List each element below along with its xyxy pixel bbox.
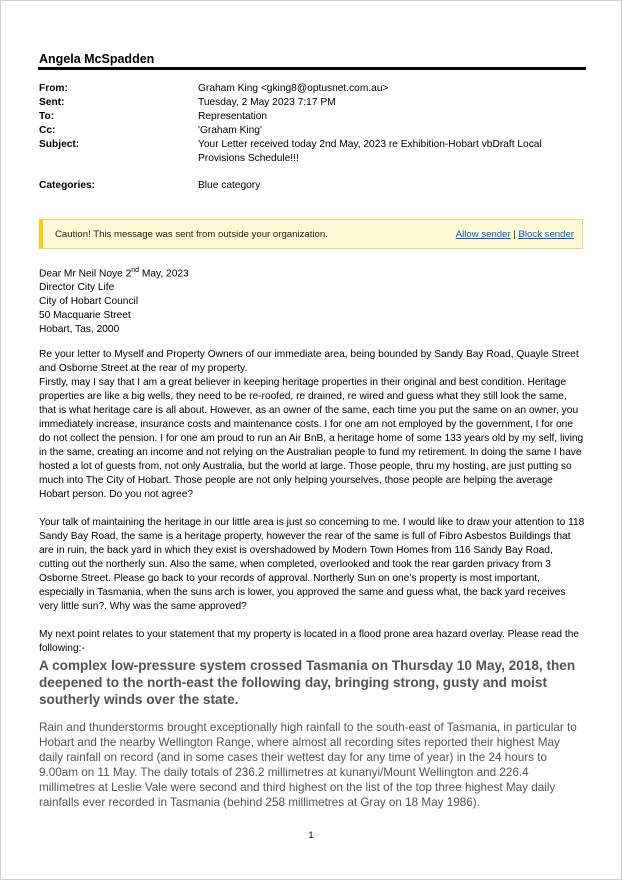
paragraph-heritage: Firstly, may I say that I am a great believer in keeping heritage properties in their original and best condition. Heritage properties are like a big wells, they need to be re-roofed, re drained, re wired and guess what they still look the same, that is what heritage care is all about. However, as an owner of the same, each time you put the same on an owner, you immediately increase, insurance costs and maintenance costs. I for one am not employed by the government, I for one do not collect the pension. I for one am proud to run an Air BnB, a heritage home of some 133 years old by my self, living in the same, creating an income and not relying on the Australian people to fund my retirement. In doing the same I have hosted a lot of guests from, not only Australia, but the world at large. Those people, thru my hosting, are just putting so much into The City of Hobart. Those people are not only helping yourselves, those people are helping the average Hobart person. Do you not agree?: [39, 377, 584, 500]
from-value: Graham King <gking8@optusnet.com.au>: [198, 83, 389, 94]
to-value: Representation: [198, 111, 268, 122]
page-number: 1: [308, 830, 314, 840]
address-line: Hobart, Tas, 2000: [39, 324, 120, 336]
address-line: City of Hobart Council: [39, 296, 139, 308]
recipient-address: [39, 264, 189, 337]
address-line: Director City Life: [39, 282, 115, 294]
quoted-body: Rain and thunderstorms brought exceptionally high rainfall to the south-east of Tasmania, in particular to Hobart and the nearby Wellington Range, where almost all recording sites reported their highest May daily rainfall on record (and in some cases their wettest day for any time of year) in the 24 hours to 9.00am on 11 May. The daily totals of 236.2 millimetres at kunanyi/Mount Wellington and 226.4 millimetres at Leslie Vale were second and third highest on the list of the top three highest May daily rainfalls ever recorded in Tasmania (behind 258 millimetres at Gray on 18 May 1986).: [39, 721, 577, 809]
subject-value: Your Letter received today 2nd May, 2023 re Exhibition-Hobart vbDraft Local Provisions Schedule!!!: [198, 139, 542, 164]
external-sender-banner: [39, 219, 583, 249]
paragraph-intro: Re your letter to Myself and Property Owners of our immediate area, being bounded by Sandy Bay Road, Quayle Street and Osborne Street at the rear of my property.: [39, 349, 579, 374]
sender-actions: [456, 229, 574, 240]
paragraph-sandy-bay: Your talk of maintaining the heritage in our little area is just so concerning to me. I would like to draw your attention to 118 Sandy Bay Road, the same is a heritage property, however the rear of the same is full of Fibro Asbestos Buildings that are in ruin, the back yard in which they exist is overshadowed by Modern Town Homes from 116 Sandy Bay Road, cutting out the northerly sun. Also the same, when completed, overlooked and took the rear garden privacy from 3 Osborne Street. Please go back to your records of approval. Northerly Sun on one’s property is most important, especially in Tasmania, when the suns arch is lower, you approved the same and guess what, the back yard receives very little sun?. Why was the same approved?: [39, 517, 585, 612]
sender-name: Angela McSpadden: [39, 52, 155, 66]
sent-label: Sent:: [39, 97, 65, 108]
caution-text: Caution! This message was sent from outside your organization.: [55, 229, 328, 240]
allow-sender-link[interactable]: Allow sender: [455, 229, 511, 240]
from-label: From:: [39, 83, 68, 94]
address-line: 50 Macquarie Street: [39, 310, 131, 322]
paragraph-flood: My next point relates to your statement that my property is located in a flood prone area hazard overlay. Please read the following:-: [39, 629, 580, 654]
to-label: To:: [39, 111, 55, 122]
subject-label: Subject:: [39, 139, 80, 150]
quoted-heading: A complex low-pressure system crossed Tasmania on Thursday 10 May, 2018, then deepened to the north-east the following day, bringing strong, gusty and moist southerly winds over the state.: [39, 658, 576, 707]
salutation: Dear Mr Neil Noye 2nd May, 2023: [39, 267, 189, 280]
categories-value: Blue category: [198, 180, 261, 191]
block-sender-link[interactable]: Block sender: [518, 229, 574, 240]
header-rule: [38, 67, 586, 70]
sender-link-separator: |: [513, 229, 516, 240]
cc-value: 'Graham King': [198, 125, 262, 136]
cc-label: Cc:: [39, 125, 56, 136]
sent-value: Tuesday, 2 May 2023 7:17 PM: [198, 97, 336, 108]
categories-label: Categories:: [39, 180, 96, 191]
